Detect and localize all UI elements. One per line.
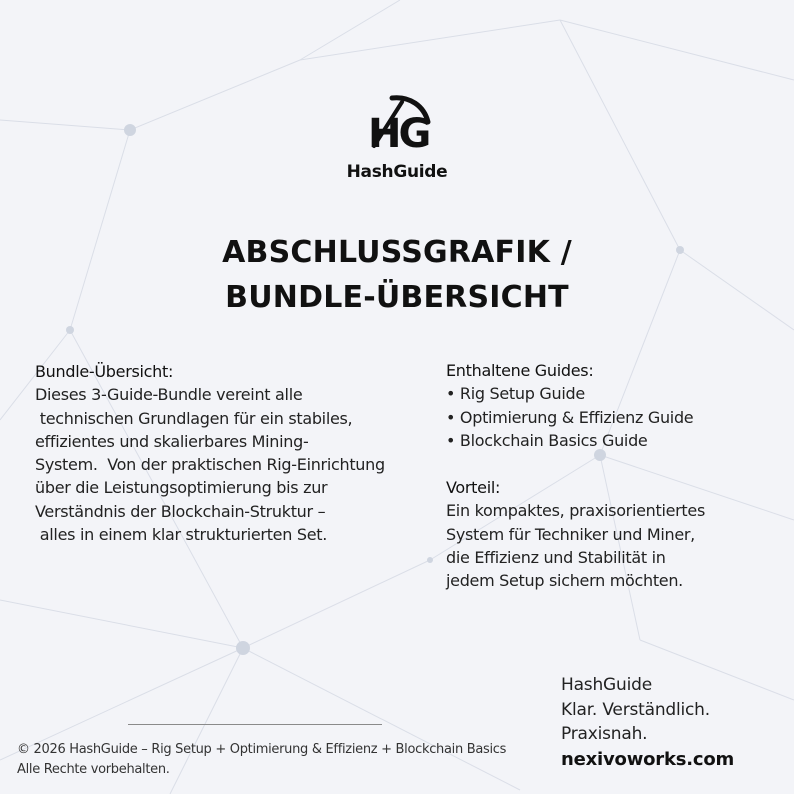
- tagline-brand: HashGuide: [561, 675, 652, 695]
- title-line-2: BUNDLE-ÜBERSICHT: [225, 280, 569, 315]
- tagline: [561, 673, 710, 747]
- guide-item: • Optimierung & Effizienz Guide: [446, 407, 694, 427]
- page-title: [0, 230, 794, 320]
- overview-line: über die Leistungsoptimierung bis zur: [35, 478, 328, 498]
- title-line-1: ABSCHLUSSGRAFIK /: [222, 235, 572, 270]
- copyright-text: © 2026 HashGuide – Rig Setup + Optimierung & Effizienz + Blockchain Basics: [17, 742, 507, 757]
- footer: [17, 740, 506, 780]
- tagline-line-2: Klar. Verständlich.: [561, 699, 710, 720]
- guide-item: • Blockchain Basics Guide: [446, 430, 648, 450]
- advantage-heading: Vorteil:: [446, 478, 501, 498]
- rights-text: Alle Rechte vorbehalten.: [17, 762, 170, 777]
- overview-line: System. Von der praktischen Rig-Einrichtung: [35, 455, 385, 475]
- overview-line: Dieses 3-Guide-Bundle vereint alle: [35, 385, 303, 405]
- brand-name: HashGuide: [346, 162, 448, 182]
- advantage-line: jedem Setup sichern möchten.: [446, 571, 683, 591]
- overview-line: technischen Grundlagen für ein stabiles,: [35, 408, 353, 428]
- overview-heading: Bundle-Übersicht:: [35, 362, 174, 381]
- guides-heading: Enthaltene Guides:: [446, 361, 594, 380]
- overview-line: effizientes und skalierbares Mining-: [35, 431, 309, 451]
- logo-monogram: HG: [368, 111, 429, 152]
- overview-line: alles in einem klar strukturierten Set.: [35, 525, 328, 545]
- guides-section: [446, 359, 776, 593]
- website-link[interactable]: nexivoworks.com: [561, 749, 735, 770]
- advantage-line: die Effizienz und Stabilität in: [446, 548, 666, 568]
- overview-line: Verständnis der Blockchain-Struktur –: [35, 501, 326, 521]
- tagline-line-3: Praxisnah.: [561, 724, 648, 744]
- advantage-line: System für Techniker und Miner,: [446, 524, 695, 544]
- advantage-line: Ein kompaktes, praxisorientiertes: [446, 501, 705, 521]
- overview-section: [35, 360, 425, 546]
- pickaxe-icon: [362, 92, 432, 152]
- guide-item: • Rig Setup Guide: [446, 384, 585, 404]
- footer-divider: [128, 724, 382, 725]
